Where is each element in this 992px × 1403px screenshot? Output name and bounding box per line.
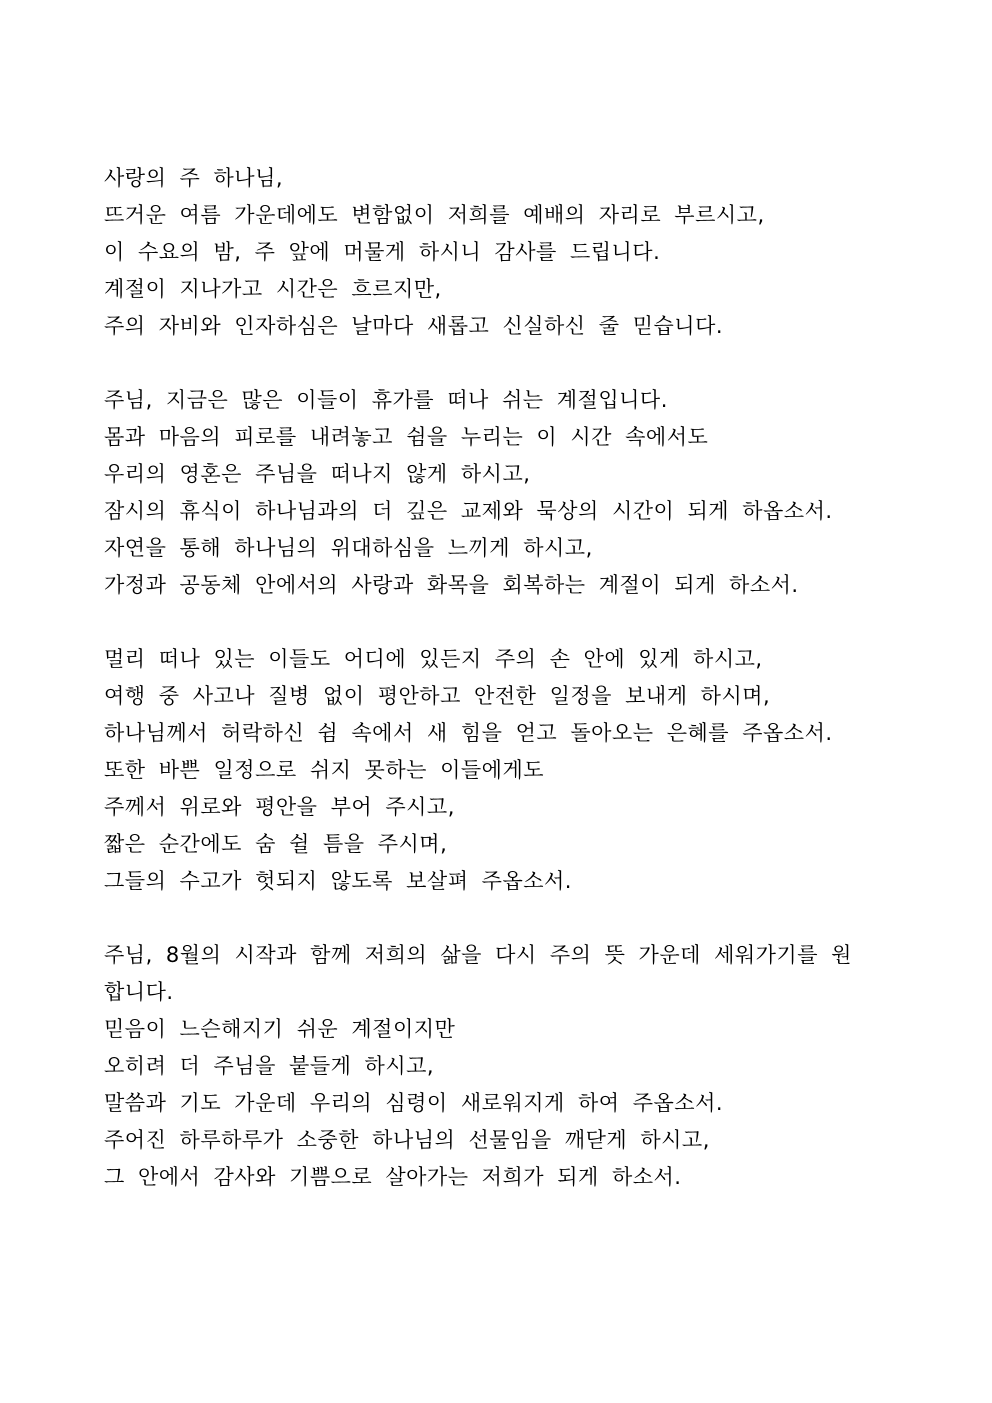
text-line: 몸과 마음의 피로를 내려놓고 쉼을 누리는 이 시간 속에서도 <box>104 425 709 449</box>
prayer-text <box>104 160 894 1233</box>
paragraph-3 <box>104 641 894 900</box>
paragraph-2 <box>104 382 894 604</box>
text-line: 또한 바쁜 일정으로 쉬지 못하는 이들에게도 <box>104 758 545 782</box>
text-line: 멀리 떠나 있는 이들도 어디에 있든지 주의 손 안에 있게 하시고, <box>104 647 763 671</box>
text-line: 짧은 순간에도 숨 쉴 틈을 주시며, <box>104 832 448 856</box>
text-line: 그 안에서 감사와 기쁨으로 살아가는 저희가 되게 하소서. <box>104 1165 682 1189</box>
paragraph-4 <box>104 937 894 1196</box>
text-line: 우리의 영혼은 주님을 떠나지 않게 하시고, <box>104 462 531 486</box>
text-line: 오히려 더 주님을 붙들게 하시고, <box>104 1054 435 1078</box>
text-line: 주의 자비와 인자하심은 날마다 새롭고 신실하신 줄 믿습니다. <box>104 314 724 338</box>
text-line: 가정과 공동체 안에서의 사랑과 화목을 회복하는 계절이 되게 하소서. <box>104 573 799 597</box>
text-line: 뜨거운 여름 가운데에도 변함없이 저희를 예배의 자리로 부르시고, <box>104 203 765 227</box>
text-line: 여행 중 사고나 질병 없이 평안하고 안전한 일정을 보내게 하시며, <box>104 684 771 708</box>
text-line: 이 수요의 밤, 주 앞에 머물게 하시니 감사를 드립니다. <box>104 240 661 264</box>
text-line: 주님, 8월의 시작과 함께 저희의 삶을 다시 주의 뜻 가운데 세워가기를 원 <box>104 943 852 967</box>
text-line: 그들의 수고가 헛되지 않도록 보살펴 주옵소서. <box>104 869 572 893</box>
paragraph-1 <box>104 160 894 345</box>
text-line: 믿음이 느슨해지기 쉬운 계절이지만 <box>104 1017 456 1041</box>
text-line: 주님, 지금은 많은 이들이 휴가를 떠나 쉬는 계절입니다. <box>104 388 668 412</box>
text-line: 주어진 하루하루가 소중한 하나님의 선물임을 깨닫게 하시고, <box>104 1128 710 1152</box>
text-line: 말씀과 기도 가운데 우리의 심령이 새로워지게 하여 주옵소서. <box>104 1091 724 1115</box>
text-line: 사랑의 주 하나님, <box>104 166 284 190</box>
text-line: 자연을 통해 하나님의 위대하심을 느끼게 하시고, <box>104 536 593 560</box>
text-line: 잠시의 휴식이 하나님과의 더 깊은 교제와 묵상의 시간이 되게 하옵소서. <box>104 499 833 523</box>
text-line: 계절이 지나가고 시간은 흐르지만, <box>104 277 442 301</box>
text-line: 하나님께서 허락하신 쉼 속에서 새 힘을 얻고 돌아오는 은혜를 주옵소서. <box>104 721 833 745</box>
text-line: 주께서 위로와 평안을 부어 주시고, <box>104 795 455 819</box>
text-line: 합니다. <box>104 980 174 1004</box>
